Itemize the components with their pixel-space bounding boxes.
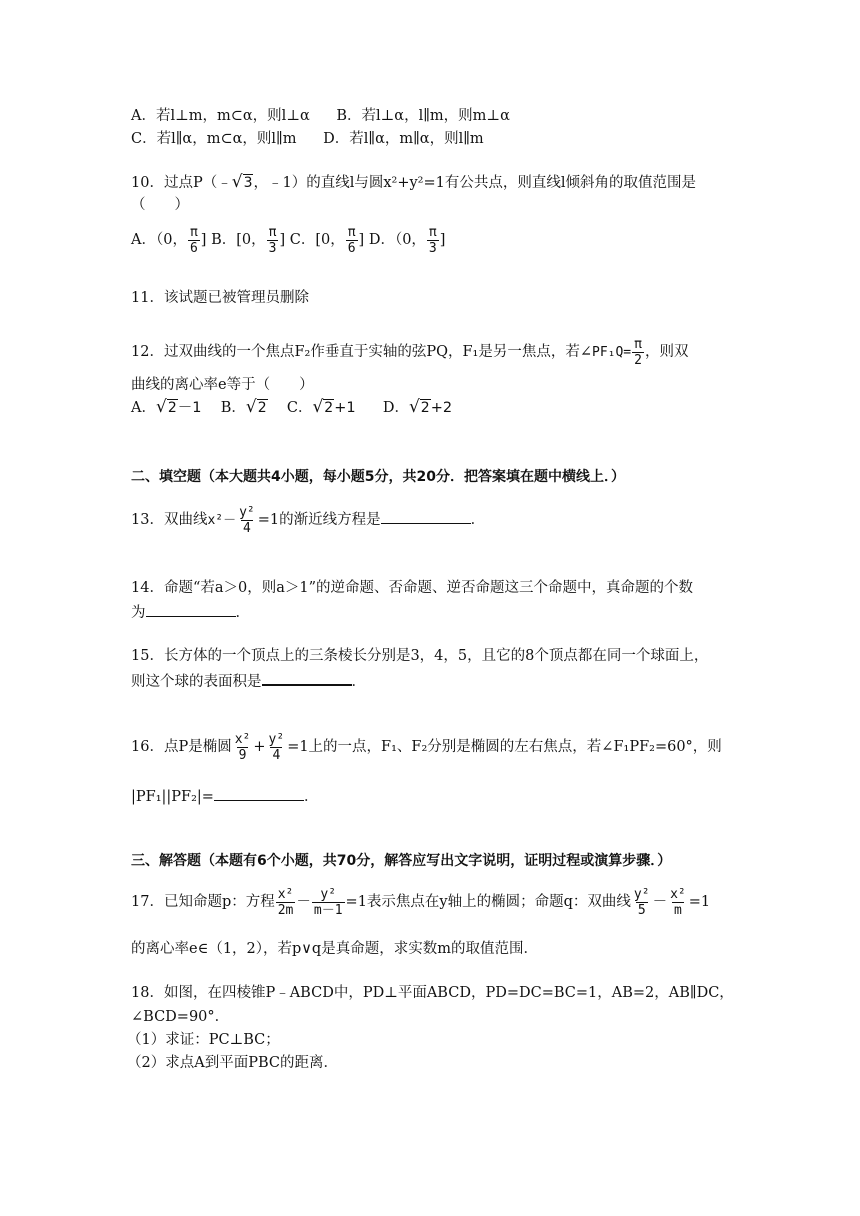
q13-fraction: $\frac{\text{y²}}{4}$ (239, 504, 255, 536)
q16-line2: |PF₁||PF₂|= ． (131, 786, 318, 807)
q12-angle: PF₁Q= (592, 345, 632, 360)
q14-line2: 为 ． (131, 602, 250, 623)
q10-option-d: D．（0， $\frac{\pi}{3}$ ] (368, 224, 446, 256)
q9-option-d: D．若l∥α，m∥α，则l∥m (323, 131, 484, 147)
q18-part1: （1）求证：PC⊥BC； (127, 1032, 280, 1048)
answer-blank (262, 670, 352, 686)
q14-line1: 14．命题“若a＞0，则a＞1”的逆命题、否命题、逆否命题这三个命题中，真命题的个数 (131, 580, 694, 596)
q9-options-row1 (131, 106, 510, 126)
q10-paren: （ ） (131, 197, 189, 213)
q12-option-a: A． √ 2 －1 (131, 397, 202, 417)
section3-heading: 三、解答题（本题有6个小题，共70分，解答应写出文字说明，证明过程或演算步骤．） (131, 853, 672, 869)
q16-stem: 16．点P是椭圆 $\frac{\text{x²}}{9}$ + $\frac{\text{y²}}{4}$ =1上的一点，F₁、F₂分别是椭圆的左右焦点，若∠F₁PF₂=60°，则 (131, 731, 722, 763)
q10-text-pre: 10．过点P（﹣ (131, 175, 232, 191)
q12-stem: 12．过双曲线的一个焦点F₂作垂直于实轴的弦PQ，F₁是另一焦点，若∠PF₁Q= $\frac{\pi}{2}$ ，则双 (131, 336, 689, 368)
q10-option-b: B．[0， $\frac{\pi}{3}$ ] (211, 224, 286, 256)
q17-stem: 17．已知命题p：方程 $\frac{\text{x²}}{2m}$ － $\frac{\text{y²}}{m-1}$ =1表示焦点在y轴上的椭圆；命题q：双曲线 $\frac{\text{y²}}{5}$ － $\frac{\text{x²}}{m}$ =1 (131, 886, 711, 918)
q12-options (131, 398, 452, 418)
q12-option-c: C． √ 2 +1 (286, 397, 356, 417)
q18-line2: ∠BCD=90°． (131, 1009, 230, 1025)
q18-line1: 18．如图，在四棱锥P﹣ABCD中，PD⊥平面ABCD，PD=DC=BC=1，AB=2，AB∥DC， (131, 985, 734, 1001)
answer-blank (381, 509, 471, 524)
q18-part2: （2）求点A到平面PBC的距离． (127, 1055, 338, 1071)
q9-option-b: B．若l⊥α，l∥m，则m⊥α (336, 108, 510, 124)
answer-blank (146, 602, 236, 617)
q15-line2: 则这个球的表面积是 ． (131, 670, 366, 692)
q12-option-d: D． √ 2 +2 (382, 397, 453, 417)
q9-option-c: C．若l∥α，m⊂α，则l∥m (131, 131, 297, 147)
q15-line1: 15．长方体的一个顶点上的三条棱长分别是3，4，5，且它的8个顶点都在同一个球面上， (131, 648, 709, 664)
q10-option-a: A．（0， $\frac{\pi}{6}$ ] (131, 224, 207, 256)
q10-stem (131, 173, 696, 193)
q17-line2: 的离心率e∈（1，2），若p∨q是真命题，求实数m的取值范围． (131, 941, 538, 957)
q12-line2: 曲线的离心率e等于（ ） (131, 377, 314, 393)
q10-options (131, 222, 445, 258)
q9-options-row2 (131, 129, 484, 149)
q11-text: 11．该试题已被管理员删除 (131, 290, 309, 306)
q13-text: 13．双曲线x²－ $\frac{\text{y²}}{4}$ =1的渐近线方程是 ． (131, 504, 486, 536)
q12-fraction: $\frac{\pi}{2}$ (634, 336, 642, 368)
section2-heading: 二、填空题（本大题共4小题，每小题5分，共20分．把答案填在题中横线上．） (131, 469, 625, 485)
sqrt-3: √ 3 (231, 172, 253, 192)
q9-option-a: A．若l⊥m，m⊂α，则l⊥α (131, 108, 310, 124)
answer-blank (214, 786, 304, 801)
q10-option-c: C．[0， $\frac{\pi}{6}$ ] (289, 224, 365, 256)
q10-text-post: ，﹣1）的直线l与圆x²+y²=1有公共点，则直线l倾斜角的取值范围是 (253, 175, 697, 191)
q12-option-b: B． √ 2 (220, 397, 267, 417)
